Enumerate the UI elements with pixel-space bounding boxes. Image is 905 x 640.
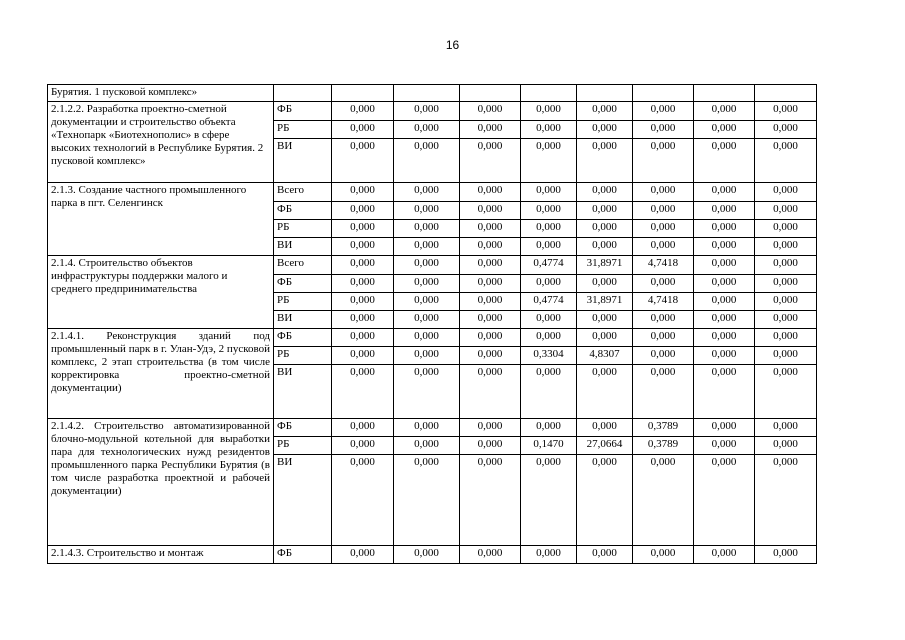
measure-description-cell: 2.1.3. Создание частного промышленного парка в пгт. Селенгинск: [48, 183, 274, 256]
value-cell: 0,000: [460, 347, 521, 365]
table-row: [48, 329, 817, 347]
value-cell: 4,8307: [577, 347, 633, 365]
value-cell: 4,7418: [633, 293, 694, 311]
value-cell: 0,000: [633, 455, 694, 546]
value-cell: 0,000: [755, 546, 817, 564]
value-cell: 0,000: [755, 102, 817, 121]
value-cell: 0,000: [394, 347, 460, 365]
value-cell: 0,000: [394, 202, 460, 220]
value-cell: 0,000: [332, 329, 394, 347]
value-cell: 0,000: [394, 437, 460, 455]
value-cell: 0,000: [332, 419, 394, 437]
funding-source-cell: ФБ: [274, 202, 332, 220]
value-cell: 0,000: [694, 121, 755, 139]
value-cell: 0,000: [460, 183, 521, 202]
value-cell: 0,000: [332, 311, 394, 329]
value-cell: 0,000: [694, 419, 755, 437]
value-cell: 0,000: [460, 311, 521, 329]
value-cell: 0,000: [694, 220, 755, 238]
value-cell: 0,000: [521, 121, 577, 139]
table-row: [48, 102, 817, 121]
value-cell: 0,000: [755, 419, 817, 437]
value-cell: [521, 85, 577, 102]
value-cell: 0,000: [577, 220, 633, 238]
value-cell: 0,000: [755, 139, 817, 183]
value-cell: 0,000: [633, 102, 694, 121]
value-cell: 0,000: [394, 256, 460, 275]
value-cell: 0,000: [332, 546, 394, 564]
funding-source-cell: ВИ: [274, 311, 332, 329]
value-cell: 0,000: [577, 311, 633, 329]
value-cell: 0,000: [633, 546, 694, 564]
funding-source-cell: ФБ: [274, 546, 332, 564]
value-cell: 0,000: [332, 202, 394, 220]
value-cell: 0,000: [394, 139, 460, 183]
value-cell: 0,000: [633, 121, 694, 139]
measure-description-cell: 2.1.4.2. Строительство автоматизированной блочно-модульной котельной для выработки пара для технологических нужд резидентов промышленного парка Республики Бурятия (в том числе разработка проектной и рабочей документации): [48, 419, 274, 546]
value-cell: 4,7418: [633, 256, 694, 275]
value-cell: 0,000: [577, 238, 633, 256]
value-cell: 0,000: [521, 202, 577, 220]
table-row: [48, 419, 817, 437]
value-cell: 0,000: [755, 293, 817, 311]
funding-source-cell: РБ: [274, 121, 332, 139]
value-cell: 0,000: [633, 311, 694, 329]
funding-source-cell: Всего: [274, 183, 332, 202]
budget-table: [47, 84, 817, 564]
value-cell: 0,000: [694, 102, 755, 121]
value-cell: 0,000: [577, 419, 633, 437]
table-row: [48, 256, 817, 275]
value-cell: 27,0664: [577, 437, 633, 455]
value-cell: 0,000: [694, 183, 755, 202]
funding-source-cell: ФБ: [274, 419, 332, 437]
value-cell: 0,000: [460, 139, 521, 183]
value-cell: 0,000: [577, 546, 633, 564]
value-cell: 0,000: [460, 365, 521, 419]
value-cell: 0,000: [633, 365, 694, 419]
value-cell: 0,000: [394, 419, 460, 437]
value-cell: 0,000: [755, 455, 817, 546]
value-cell: 0,000: [460, 546, 521, 564]
page-number: 16: [445, 38, 460, 52]
value-cell: 0,000: [394, 546, 460, 564]
value-cell: 0,1470: [521, 437, 577, 455]
value-cell: 0,000: [332, 275, 394, 293]
value-cell: 0,000: [694, 238, 755, 256]
value-cell: 0,000: [394, 365, 460, 419]
value-cell: 0,000: [521, 139, 577, 183]
value-cell: 0,000: [332, 121, 394, 139]
value-cell: 0,000: [394, 121, 460, 139]
value-cell: 0,000: [633, 139, 694, 183]
value-cell: 0,000: [460, 202, 521, 220]
value-cell: 0,000: [521, 329, 577, 347]
value-cell: 0,000: [694, 455, 755, 546]
value-cell: 0,000: [577, 139, 633, 183]
value-cell: 0,000: [577, 102, 633, 121]
table-row: [48, 183, 817, 202]
value-cell: 0,000: [694, 311, 755, 329]
value-cell: 0,000: [460, 329, 521, 347]
value-cell: [755, 85, 817, 102]
value-cell: 0,000: [460, 256, 521, 275]
value-cell: 0,000: [755, 238, 817, 256]
value-cell: 0,000: [694, 365, 755, 419]
value-cell: 0,3789: [633, 437, 694, 455]
value-cell: 0,000: [694, 202, 755, 220]
value-cell: 0,000: [332, 365, 394, 419]
value-cell: [633, 85, 694, 102]
value-cell: 0,000: [394, 183, 460, 202]
value-cell: 0,000: [633, 220, 694, 238]
value-cell: 0,000: [460, 102, 521, 121]
measure-description-cell: 2.1.4.1. Реконструкция зданий под промышленный парк в г. Улан-Удэ, 2 пусковой комплекс, 2 этап строительства (в том числе корректировка проектно-сметной документации): [48, 329, 274, 419]
value-cell: 0,000: [521, 365, 577, 419]
measure-description-cell: 2.1.2.2. Разработка проектно-сметной документации и строительство объекта «Технопарк «Биотехнополис» в сфере высоких технологий в Республике Бурятия. 2 пусковой комплекс»: [48, 102, 274, 183]
measure-description-cell: 2.1.4. Строительство объектов инфраструктуры поддержки малого и среднего предпринимательства: [48, 256, 274, 329]
value-cell: 0,000: [521, 275, 577, 293]
value-cell: 0,000: [460, 437, 521, 455]
funding-source-cell: ФБ: [274, 102, 332, 121]
value-cell: 0,000: [332, 220, 394, 238]
value-cell: [332, 85, 394, 102]
value-cell: 0,000: [332, 347, 394, 365]
value-cell: 31,8971: [577, 293, 633, 311]
value-cell: 0,000: [394, 329, 460, 347]
value-cell: 0,000: [755, 202, 817, 220]
value-cell: 0,000: [521, 546, 577, 564]
value-cell: 0,000: [755, 365, 817, 419]
value-cell: 0,4774: [521, 256, 577, 275]
value-cell: 0,000: [577, 121, 633, 139]
value-cell: 0,000: [755, 121, 817, 139]
value-cell: 0,000: [460, 455, 521, 546]
funding-source-cell: РБ: [274, 293, 332, 311]
value-cell: 0,000: [332, 139, 394, 183]
value-cell: 0,3789: [633, 419, 694, 437]
value-cell: 0,000: [633, 238, 694, 256]
value-cell: 0,000: [755, 347, 817, 365]
value-cell: 0,000: [521, 183, 577, 202]
table-row: [48, 546, 817, 564]
value-cell: 0,000: [694, 293, 755, 311]
value-cell: 0,000: [332, 183, 394, 202]
value-cell: 0,000: [577, 202, 633, 220]
value-cell: 0,000: [521, 311, 577, 329]
value-cell: 0,000: [332, 238, 394, 256]
value-cell: 0,000: [394, 455, 460, 546]
measure-description-cell: 2.1.4.3. Строительство и монтаж: [48, 546, 274, 564]
value-cell: 0,4774: [521, 293, 577, 311]
value-cell: 0,000: [694, 256, 755, 275]
value-cell: 0,000: [577, 365, 633, 419]
funding-source-cell: ВИ: [274, 139, 332, 183]
value-cell: 0,000: [460, 238, 521, 256]
value-cell: 0,000: [755, 256, 817, 275]
value-cell: 0,000: [460, 121, 521, 139]
value-cell: 0,000: [394, 220, 460, 238]
value-cell: [694, 85, 755, 102]
value-cell: 0,000: [694, 329, 755, 347]
value-cell: 0,000: [394, 238, 460, 256]
value-cell: 0,000: [694, 437, 755, 455]
value-cell: 0,000: [755, 220, 817, 238]
value-cell: 0,000: [577, 455, 633, 546]
value-cell: 0,3304: [521, 347, 577, 365]
value-cell: 0,000: [755, 183, 817, 202]
funding-source-cell: ФБ: [274, 329, 332, 347]
funding-source-cell: ФБ: [274, 275, 332, 293]
value-cell: 0,000: [460, 419, 521, 437]
value-cell: [394, 85, 460, 102]
value-cell: 0,000: [633, 329, 694, 347]
funding-source-cell: ВИ: [274, 365, 332, 419]
value-cell: [577, 85, 633, 102]
funding-source-cell: РБ: [274, 220, 332, 238]
funding-source-cell: РБ: [274, 347, 332, 365]
value-cell: 0,000: [394, 102, 460, 121]
value-cell: 0,000: [755, 311, 817, 329]
funding-source-cell: РБ: [274, 437, 332, 455]
value-cell: 0,000: [332, 437, 394, 455]
value-cell: 0,000: [694, 275, 755, 293]
value-cell: 0,000: [694, 546, 755, 564]
value-cell: 0,000: [633, 275, 694, 293]
value-cell: 0,000: [332, 256, 394, 275]
value-cell: 31,8971: [577, 256, 633, 275]
value-cell: 0,000: [521, 220, 577, 238]
value-cell: 0,000: [694, 347, 755, 365]
value-cell: 0,000: [521, 455, 577, 546]
value-cell: 0,000: [755, 329, 817, 347]
value-cell: 0,000: [460, 275, 521, 293]
value-cell: 0,000: [633, 183, 694, 202]
value-cell: 0,000: [460, 293, 521, 311]
value-cell: 0,000: [755, 275, 817, 293]
value-cell: 0,000: [694, 139, 755, 183]
value-cell: 0,000: [577, 329, 633, 347]
value-cell: 0,000: [633, 202, 694, 220]
value-cell: 0,000: [521, 419, 577, 437]
value-cell: 0,000: [394, 293, 460, 311]
value-cell: 0,000: [755, 437, 817, 455]
table-row: [48, 85, 817, 102]
value-cell: 0,000: [332, 102, 394, 121]
funding-source-cell: ВИ: [274, 455, 332, 546]
value-cell: 0,000: [521, 238, 577, 256]
value-cell: 0,000: [633, 347, 694, 365]
funding-source-cell: [274, 85, 332, 102]
value-cell: 0,000: [332, 293, 394, 311]
value-cell: 0,000: [521, 102, 577, 121]
value-cell: 0,000: [577, 183, 633, 202]
value-cell: 0,000: [577, 275, 633, 293]
value-cell: 0,000: [460, 220, 521, 238]
funding-source-cell: Всего: [274, 256, 332, 275]
value-cell: 0,000: [394, 275, 460, 293]
value-cell: [460, 85, 521, 102]
value-cell: 0,000: [332, 455, 394, 546]
measure-description-cell: Бурятия. 1 пусковой комплекс»: [48, 85, 274, 102]
funding-source-cell: ВИ: [274, 238, 332, 256]
value-cell: 0,000: [394, 311, 460, 329]
